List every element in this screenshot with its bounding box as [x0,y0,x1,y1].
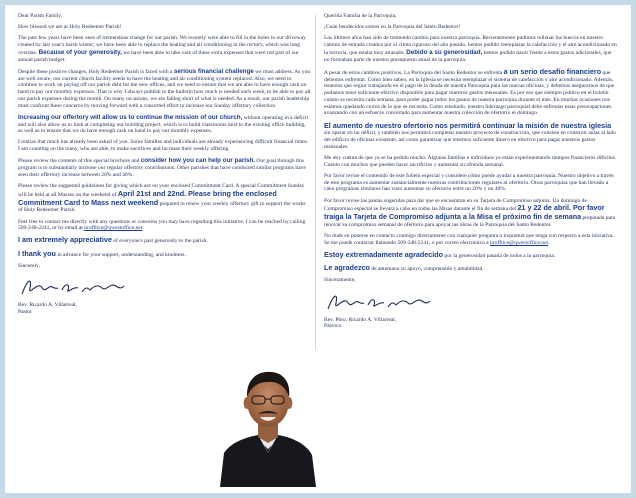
paragraph-challenge [18,68,311,110]
text: The past few years have been ones of tremendous change for our parish. We recently were able to fill in the holes in our driveway created by last year's harsh winter; we have been able to replace the heating and air conditioning in the rectory, which was long overdue. [18,35,306,56]
emphasis: Increasing our offertory will allow us to continue the mission of our church, [18,113,243,121]
closing: Sinceramente, [324,277,356,284]
paragraph-contact [324,233,617,247]
emphasis: El aumento de nuestro ofertorio nos permitirá continuar la misión de nuestra iglesia [324,120,612,130]
text: que debemos enfrentar. Como bien saben, en la Iglesia se necesita reemplazar el sistema de calefacción y aire acondicionado. Además, tenemos que seguir trabajando en el pago de la deuda de nuestra Parroquia para las nuevas oficinas, y debemos asegurarnos de que podamos tener suficiente efectivo disponible para pagar nuestros gastos mensuales. Es por eso que siempre publico en el boletín cuánto se necesita cada semana, para poder pagar todos los gastos de nuestra parroquia durante el mes. En muchas ocasiones nos estamos quedando cortos de lo que se necesita. Como resultado, nuestro liderazgo parroquial debe enfrentar estas preocupaciones avanzando con un esfuerzo concertado para aumentar nuestra colección de ofertorio el domingo. [324,69,615,117]
emphasis: Le agradezco [324,263,370,273]
paragraph-commitment [18,183,311,214]
text: Please review the contents of this special brochure and [18,158,141,165]
greeting: Querida Familia de la Parroquia, [324,13,397,19]
paragraph-appreciation [324,251,617,260]
text: prepared to renew your weekly offertory gift to support the works of Holy Redeemer Parish. [18,200,306,214]
emphasis: I thank you [18,248,56,258]
email-link[interactable]: hrofftice@qwestoffice.net [490,239,549,246]
text: without operating in a deficit and will also allow us to look at completing our building project, which is to build classrooms next to the existing office building, as well as to ensure that we do have enough cash on hand to pay our monthly expenses. [18,114,309,135]
paragraph-changes [18,35,311,63]
emphasis: consider how you can help our parish. [140,157,256,165]
paragraph-mission [18,114,311,135]
text: de antemano su apoyo, comprensión y amabilidad. [369,266,484,273]
signature-icon [18,274,128,300]
paragraph-thanks [18,250,311,259]
paragraph-changes [324,35,617,63]
text: hemos podido hacer frente a estos gastos adicionales, que no formaban parte de nuestro presupuesto anual de la parroquia. [324,49,612,63]
text: Por favor revise las pautas sugeridas para dar que se encuentran en su Tarjeta de Compromiso adjunta. Un domingo de Compromiso especial se llevará a cabo en todas las Misas durante el fin de semana del [324,197,587,213]
text: we have been able to take care of these extra expenses that were not part of our annual parish budget. [18,49,299,63]
pastor-photo-icon [218,349,318,487]
text: A pesar de estos cambios positivos, La Parroquia del Santo Redentor se enfrenta [324,69,504,76]
text: of everyone's past generosity to the parish. [111,238,208,245]
emphasis: a un serio desafío financiero [503,66,602,76]
text: in advance for your support, understanding, and kindness. [55,251,186,258]
text: Feel free to contact me directly with any questions or concerns you may have regarding this initiative. I can be reached by calling 509-248-2241, or by email at [18,218,306,232]
signature-name: Rev. Ricardo A. Villarreal, [18,301,77,308]
text: Our goal through this program is to substantially increase our regular offertory contributions. Other parishes that have conducted similar programs have seen their offertory increase between 20% and 40%. [18,158,306,178]
english-letter [18,13,311,320]
blessing-line: ¡Cuán bendecidos somos en la Parroquia del Santo Redentor! [324,24,461,31]
emphasis: April 21st and 22nd. Please bring the enclosed Commitment Card to Mass next weekend [18,188,277,207]
text: preparada para renovar su compromiso semanal de ofertorio para apoyar las obras de la Parroquia del Santo Redentor. [324,215,616,228]
spanish-letter [324,13,617,334]
emphasis: serious financial challenge [173,67,254,75]
closing: Sincerely, [18,262,40,269]
email-link[interactable]: hrofftice@qwestoffice.net [84,225,143,232]
paragraph-thanks [324,264,617,273]
signature-icon [324,289,434,315]
text: Despite these positive changes, Holy Redeemer Parish is faced with a [18,68,174,75]
paragraph-brochure [18,157,311,178]
greeting: Dear Parish Family, [18,13,63,19]
paragraph-mission [324,122,617,151]
paragraph-contact [18,219,311,233]
emphasis: Debido a su generosidad, [406,48,483,56]
paragraph-commitment [324,198,617,229]
emphasis: 21 y 22 de abril. Por favor traiga la Tarjeta de Compromiso adjunta a la Misa el próximo fin de semana [324,203,605,222]
signature-title: Pastor [18,308,32,315]
text: por la generosidad pasada de todos a la parroquia. [443,253,556,260]
paragraph-appreciation [18,236,311,245]
text: we must address. As you are well aware, our current church facility needs to have the heating and air conditioning system replaced. Also, we need to continue to work on paying off our parish debt for the new offices, and we need to ensure that we are able to have enough cash on hand to pay our monthly expenses. That is why I always publish in the bulletin how much is needed each week, to be able to pay all our parish expenses during the month. On many occasions, we are falling short of what is needed. As a result, our parish leadership must confront these concerns by moving forward with a concerted effort to increase our Sunday offertory collection. [18,68,311,109]
text: Los últimos años han sido de tremendo cambio para nuestra parroquia. Recientemente pudimos rellenar los huecos en nuestro camino de entrada creados por el clima riguroso del año pasado, hemos podido reemplazar la calefacción y el aire acondicionado en la rectoría, que estaba muy atrasado. [324,35,617,56]
paragraph-sacrifice: I realize that much has already been asked of you. Some families and individuals are already experiencing difficult financial times. I am counting on the many, who are able, to make sacrifices and increase their weekly offering. [18,139,309,153]
text: . [548,239,550,246]
signature-name: Rev. Pbro. Ricardo A. Villarreal, [324,316,397,323]
text: No dude en ponerse en contacto conmigo directamente con cualquier pregunta o inquietud que tenga con respecto a esta iniciativa. Se me puede contactar llamando 509-248-2241, o por correo electrónico a [324,233,614,246]
letter-sheet [5,5,631,493]
emphasis: I am extremely appreciative [18,235,112,245]
paragraph-challenge [324,68,617,117]
blessing-line: How blessed we are at Holy Redeemer Parish! [18,24,122,31]
text: Please review the suggested guidelines for giving which are on your enclosed Commitment Card. A special Commitment Sunday will be held at all Masses on the weekend of [18,183,305,198]
paragraph-brochure: Por favor revise el contenido de este folleto especial y considere cómo puede ayudar a nuestra parroquia. Nuestro objetivo a través de este programa es aumentar sustancialmente nuestras contribuciones regulares al ofertorio. Otras parroquias que han llevado a cabo programas similares han visto aumentar su ofertorio entre un 20% y un 40%. [324,172,614,193]
emphasis: Estoy extremadamente agradecido [324,250,444,260]
text: sin operar en un déficit, y también nos permitirá completar nuestro proyecto de construcción, que consiste en construir aulas al lado del edificio de oficinas existente, así como garantizar que tenemos suficiente dinero en efectivo para pagar nuestros gastos mensuales. [324,130,617,150]
signature-title: Párroco [324,323,342,330]
emphasis: Because of your generosity, [38,48,122,56]
paragraph-sacrifice: Me doy cuenta de que ya se ha pedido mucho. Algunas familias e individuos ya están experimentando tiempos financieros difíciles. Cuento con muchos que pueden hacer sacrificios y aumentar su ofrenda semanal. [324,155,617,168]
text: . [142,225,144,232]
